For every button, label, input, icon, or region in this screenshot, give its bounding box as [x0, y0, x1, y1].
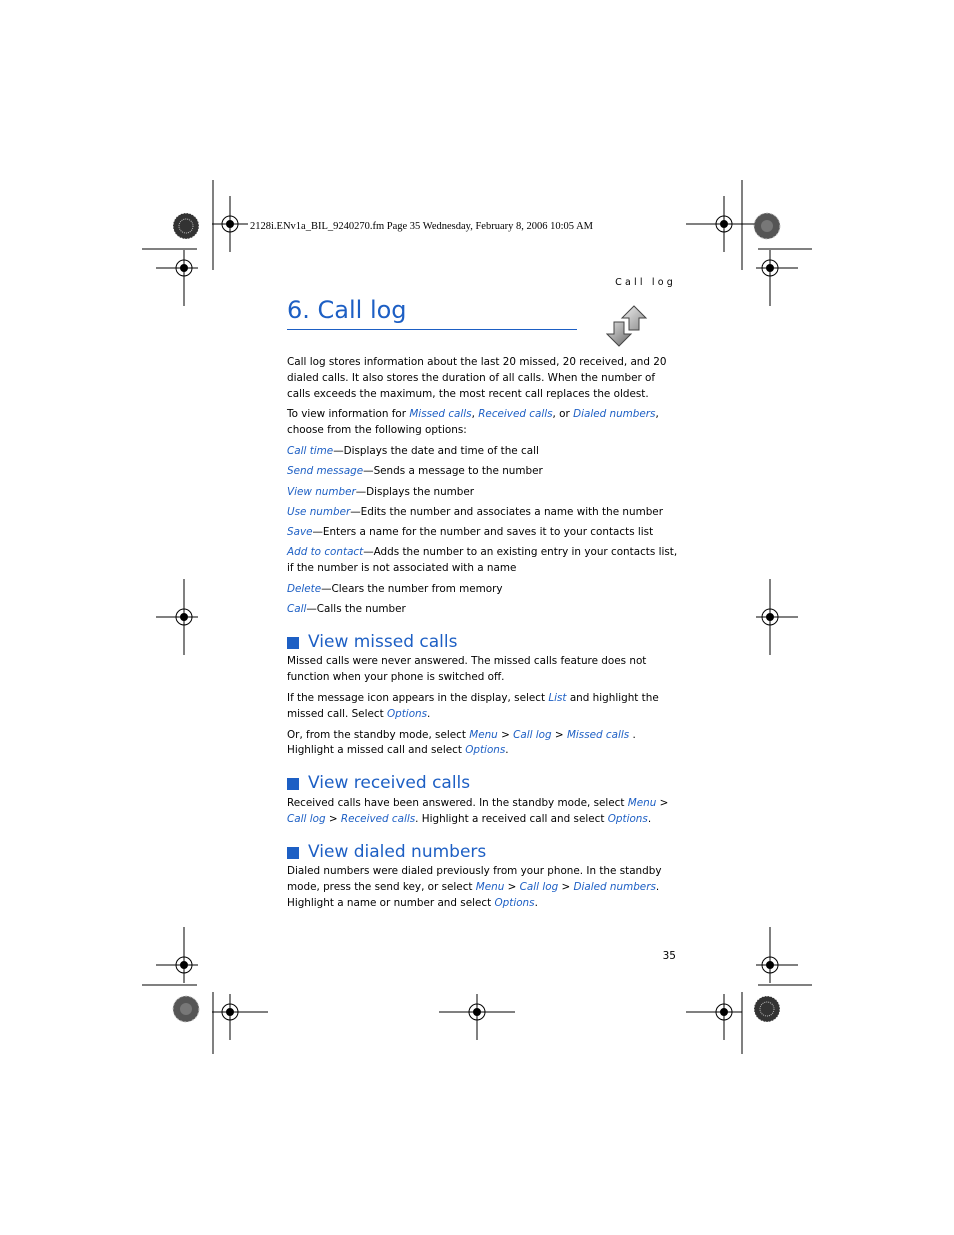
section-heading-text: View missed calls [308, 631, 458, 652]
chapter-title: 6. Call log [287, 296, 407, 324]
text-run: . [505, 744, 509, 757]
option-description: —Sends a message to the number [363, 465, 543, 478]
menu-term: Options [465, 744, 506, 757]
text-run: If the message icon appears in the display, select [287, 692, 549, 705]
text-run: Received calls have been answered. In the standby mode, select [287, 797, 628, 810]
section-heading-text: View received calls [308, 773, 471, 794]
chapter-title-rule [287, 329, 577, 330]
option-description: —Displays the number [355, 485, 475, 498]
section-bullet-square [287, 778, 299, 790]
option-term: Save [287, 526, 313, 539]
option-description: —Enters a name for the number and saves it to your contacts list [312, 526, 654, 539]
text-run: > [497, 728, 514, 741]
section-bullet-square [287, 637, 299, 649]
printer-slug: 2128i.ENv1a_BIL_9240270.fm Page 35 Wednesday, February 8, 2006 10:05 AM [250, 221, 593, 232]
text-run: , or [552, 408, 574, 421]
text-run: . Highlight a missed call and select [287, 728, 636, 757]
option-description: —Adds the number to an existing entry in your contacts list, if the number is not associated with a name [287, 546, 678, 575]
section-paragraph [287, 691, 679, 723]
option-item [287, 444, 679, 460]
option-item [287, 545, 679, 577]
menu-term: Received calls [340, 812, 416, 825]
section-heading-text: View dialed numbers [308, 841, 487, 862]
menu-term: Received calls [478, 408, 553, 421]
option-item [287, 525, 679, 541]
option-item [287, 582, 679, 598]
option-description: —Calls the number [306, 602, 406, 615]
section-heading [287, 841, 679, 862]
running-head: Call log [615, 277, 676, 288]
option-description: —Edits the number and associates a name with the number [350, 505, 663, 518]
text-run: > [551, 728, 567, 741]
menu-term: Options [607, 812, 648, 825]
text-run: . [647, 812, 652, 825]
text-run: > [325, 812, 341, 825]
option-term: Add to contact [287, 546, 364, 559]
section-paragraph [287, 728, 679, 760]
section-bullet-square [287, 847, 299, 859]
call-log-arrows-icon [606, 304, 650, 348]
menu-term: Options [386, 707, 428, 720]
menu-term: Options [494, 897, 535, 910]
option-item [287, 485, 679, 501]
option-description: —Clears the number from memory [321, 582, 503, 595]
text-run: Call log stores information about the last 20 missed, 20 received, and 20 dialed calls. It also stores the duration of all calls. When the number of calls exceeds the maximum, the most recent call replaces the oldest. [287, 356, 667, 400]
menu-term: Call log [287, 812, 326, 825]
option-term: Call time [287, 444, 334, 457]
options-list [287, 444, 679, 618]
menu-term: Call log [513, 728, 552, 741]
option-item [287, 464, 679, 480]
intro-paragraph [287, 355, 679, 402]
menu-term: Menu [627, 797, 657, 810]
text-run: . Highlight a name or number and select [287, 881, 660, 910]
menu-term: Dialed numbers [573, 881, 656, 894]
option-term: Send message [287, 465, 364, 478]
section-paragraph [287, 654, 679, 686]
text-run: To view information for [287, 408, 410, 421]
text-run: . [427, 707, 431, 720]
menu-term: Menu [475, 881, 505, 894]
text-run: Dialed numbers were dialed previously from your phone. In the standby mode, press the send key, or select [287, 865, 662, 894]
menu-term: List [548, 692, 567, 705]
option-term: Use number [287, 505, 351, 518]
option-term: Call [287, 602, 307, 615]
intro [287, 355, 679, 439]
text-run: Or, from the standby mode, select [287, 728, 470, 741]
option-term: Delete [287, 582, 322, 595]
text-run: Missed calls were never answered. The missed calls feature does not function when your phone is switched off. [287, 655, 647, 684]
text-run: . [534, 897, 538, 910]
option-description: —Displays the date and time of the call [333, 444, 539, 457]
text-run: > [656, 797, 669, 810]
intro-paragraph [287, 407, 679, 439]
section-heading [287, 631, 679, 652]
section-heading [287, 773, 679, 794]
text-run: , choose from the following options: [287, 408, 659, 437]
text-run: . Highlight a received call and select [415, 812, 608, 825]
menu-term: Menu [469, 728, 498, 741]
option-item [287, 505, 679, 521]
text-run: > [558, 881, 574, 894]
option-item [287, 602, 679, 618]
menu-term: Call log [519, 881, 559, 894]
section-paragraph [287, 796, 679, 828]
page-number: 35 [662, 950, 676, 962]
menu-term: Missed calls [566, 728, 630, 741]
section-paragraph [287, 864, 679, 911]
page-body [287, 355, 679, 917]
text-run: > [504, 881, 520, 894]
text-run: and highlight the missed call. Select [287, 692, 659, 720]
text-run: , [471, 408, 479, 421]
sections [287, 631, 679, 912]
menu-term: Missed calls [409, 408, 472, 421]
menu-term: Dialed numbers [573, 408, 656, 421]
option-term: View number [287, 485, 356, 498]
